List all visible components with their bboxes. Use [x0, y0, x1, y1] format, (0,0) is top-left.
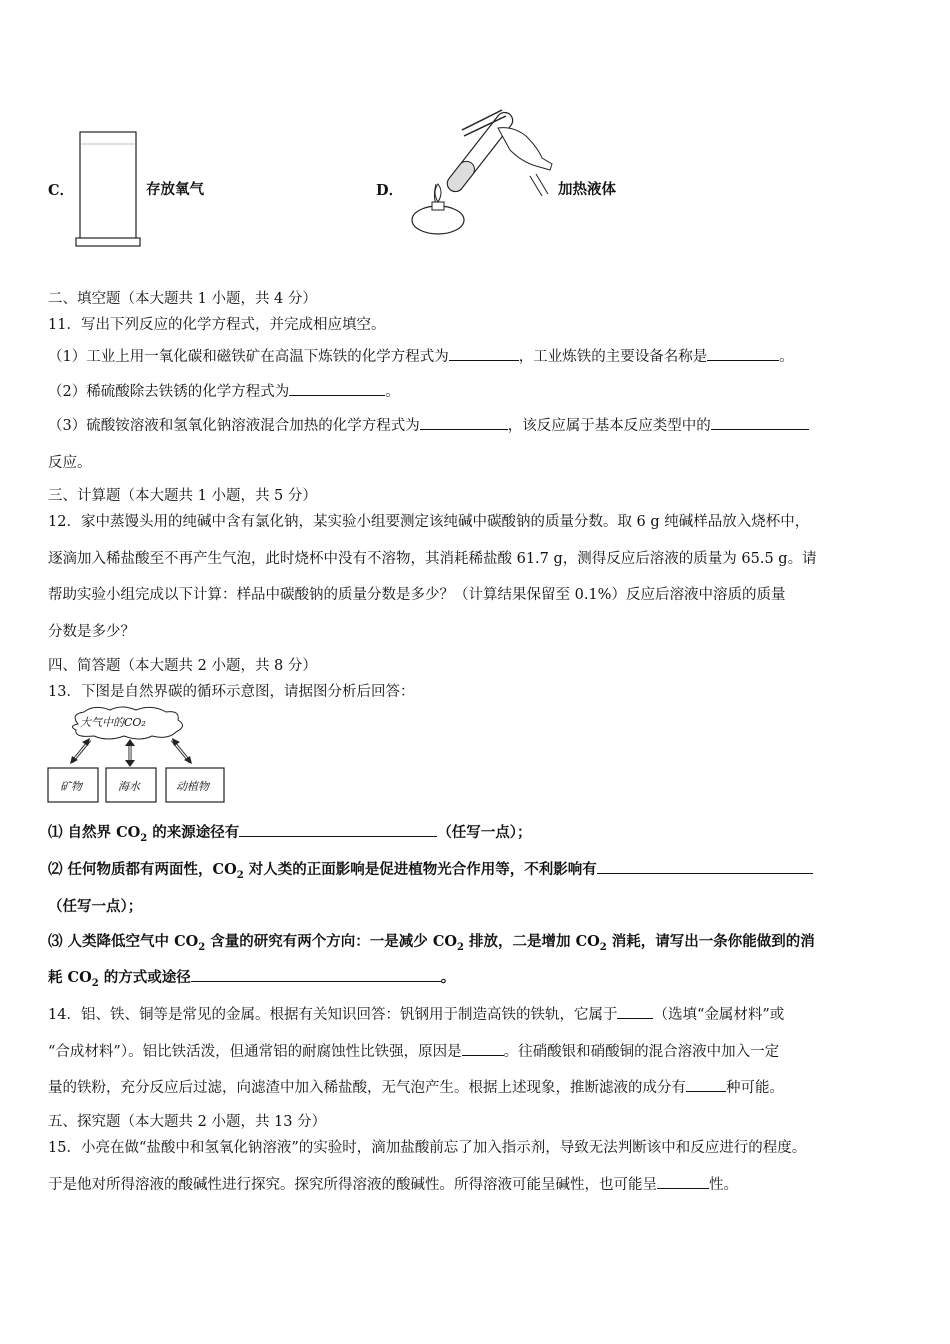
q13-p3f: 的方式或途径 — [98, 969, 191, 986]
q11-p3a: （3）硫酸铵溶液和氢氧化钠溶液混合加热的化学方程式为 — [48, 418, 420, 434]
carbon-cycle-diagram — [44, 706, 228, 806]
diagram-box-seawater: 海水 — [118, 780, 140, 793]
q11-p1end: 。 — [779, 349, 794, 365]
q13-p2c: （任写一点）； — [48, 898, 143, 915]
q11-p2end: 。 — [385, 384, 400, 400]
q14-l1a: 14．铝、铁、铜等是常见的金属。根据有关知识回答：钒钢用于制造高铁的铁轨，它属于 — [48, 1007, 618, 1023]
section-explore-heading: 五、探究题（本大题共 2 小题，共 13 分） — [48, 1114, 327, 1130]
diagram-box-organisms: 动植物 — [176, 780, 209, 793]
q13-p3e: 耗 CO — [48, 969, 92, 986]
q15-l2b: 性。 — [709, 1177, 738, 1193]
q12-line3: 帮助实验小组完成以下计算：样品中碳酸钠的质量分数是多少？（计算结果保留至 0.1%）反应后溶液中溶质的质量 — [48, 587, 786, 603]
answer-blank[interactable] — [191, 967, 441, 982]
answer-blank[interactable] — [597, 859, 813, 874]
co2-subscript: 2 — [140, 832, 148, 844]
q14-l3a: 量的铁粉，充分反应后过滤，向滤渣中加入稀盐酸，无气泡产生。根据上述现象，推断滤液的成分有 — [48, 1080, 686, 1096]
q14-line2 — [48, 1040, 779, 1061]
q11-p1b: ，工业炼铁的主要设备名称是 — [518, 349, 708, 365]
co2-subscript: 2 — [91, 977, 99, 989]
q13-part1 — [48, 821, 532, 844]
q13-p3c: 排放，二是增加 CO — [464, 933, 600, 950]
q13-part3 — [48, 930, 815, 953]
q14-line3 — [48, 1076, 784, 1097]
answer-blank[interactable] — [711, 415, 809, 430]
answer-blank[interactable] — [462, 1041, 504, 1056]
q13-p3d: 消耗，请写出一条你能做到的消 — [606, 933, 815, 950]
section-short-heading: 四、简答题（本大题共 2 小题，共 8 分） — [48, 658, 317, 674]
q13-p3b: 含量的研究有两个方向：一是减少 CO — [205, 933, 458, 950]
q11-p1a: （1）工业上用一氧化碳和磁铁矿在高温下炼铁的化学方程式为 — [48, 349, 449, 365]
answer-blank[interactable] — [707, 346, 779, 361]
answer-blank[interactable] — [239, 822, 437, 837]
q12-line2: 逐滴加入稀盐酸至不再产生气泡，此时烧杯中没有不溶物，其消耗稀盐酸 61.7 g，测得反应后溶液的质量为 65.5 g。请 — [48, 551, 817, 567]
answer-blank[interactable] — [686, 1077, 726, 1092]
q14-l2a: “合成材料”）。铝比铁活泼，但通常铝的耐腐蚀性比铁强，原因是 — [48, 1044, 462, 1060]
q13-p1a: ⑴ 自然界 CO — [48, 824, 141, 841]
diagram-cloud-label: 大气中的CO₂ — [80, 716, 146, 729]
q13-p2b: 对人类的正面影响是促进植物光合作用等，不利影响有 — [243, 861, 597, 878]
q14-l1b: （选填“金属材料”或 — [653, 1007, 785, 1023]
q11-part1 — [48, 345, 794, 366]
q14-l2b: 。往硝酸银和硝酸铜的混合溶液中加入一定 — [503, 1044, 780, 1060]
co2-subscript: 2 — [599, 941, 607, 953]
co2-subscript: 2 — [236, 869, 244, 881]
q13-p2a: ⑵ 任何物质都有两面性，CO — [48, 861, 237, 878]
q12-line1: 12．家中蒸馒头用的纯碱中含有氯化钠，某实验小组要测定该纯碱中碳酸钠的质量分数。取 6 g 纯碱样品放入烧杯中， — [48, 514, 810, 530]
q13-p1c: （任写一点）； — [437, 824, 532, 841]
answer-blank[interactable] — [289, 381, 385, 396]
q13-p3a: ⑶ 人类降低空气中 CO — [48, 933, 199, 950]
q11-p3c: 反应。 — [48, 455, 92, 471]
answer-blank[interactable] — [657, 1174, 709, 1189]
q12-line4: 分数是多少？ — [48, 624, 135, 640]
answer-blank[interactable] — [420, 415, 508, 430]
section-fill-heading: 二、填空题（本大题共 1 小题，共 4 分） — [48, 291, 317, 307]
q11-p3b: ，该反应属于基本反应类型中的 — [507, 418, 711, 434]
co2-subscript: 2 — [457, 941, 464, 953]
q15-l2a: 于是他对所得溶液的酸碱性进行探究。探究所得溶液的酸碱性。所得溶液可能呈碱性，也可能呈 — [48, 1177, 657, 1193]
heating-liquid-figure — [402, 100, 562, 250]
answer-blank[interactable] — [617, 1004, 653, 1019]
option-d-caption: 加热液体 — [558, 181, 616, 198]
q13-p1b: 的来源途径有 — [147, 824, 240, 841]
answer-blank[interactable] — [449, 346, 519, 361]
q11-stem: 11．写出下列反应的化学方程式，并完成相应填空。 — [48, 317, 386, 333]
q11-part3 — [48, 414, 809, 435]
q11-part2 — [48, 380, 400, 401]
q13-stem: 13．下图是自然界碳的循环示意图，请据图分析后回答： — [48, 684, 415, 700]
option-c-caption: 存放氧气 — [146, 181, 204, 198]
diagram-box-minerals: 矿物 — [60, 780, 82, 793]
q14-l3b: 种可能。 — [726, 1080, 784, 1096]
section-calc-heading: 三、计算题（本大题共 1 小题，共 5 分） — [48, 488, 317, 504]
gas-jar-figure — [70, 130, 150, 250]
option-d-label: D． — [376, 182, 404, 199]
q11-p2a: （2）稀硫酸除去铁锈的化学方程式为 — [48, 384, 290, 400]
q14-line1 — [48, 1003, 784, 1024]
q13-part3-cont — [48, 966, 455, 989]
q15-line2 — [48, 1173, 738, 1194]
q15-line1: 15．小亮在做“盐酸中和氢氧化钠溶液”的实验时，滴加盐酸前忘了加入指示剂，导致无法判断该中和反应进行的程度。 — [48, 1140, 807, 1156]
q13-part2 — [48, 858, 813, 881]
q13-p3g: 。 — [440, 969, 456, 986]
co2-subscript: 2 — [198, 941, 206, 953]
option-c-label: C． — [48, 182, 75, 199]
